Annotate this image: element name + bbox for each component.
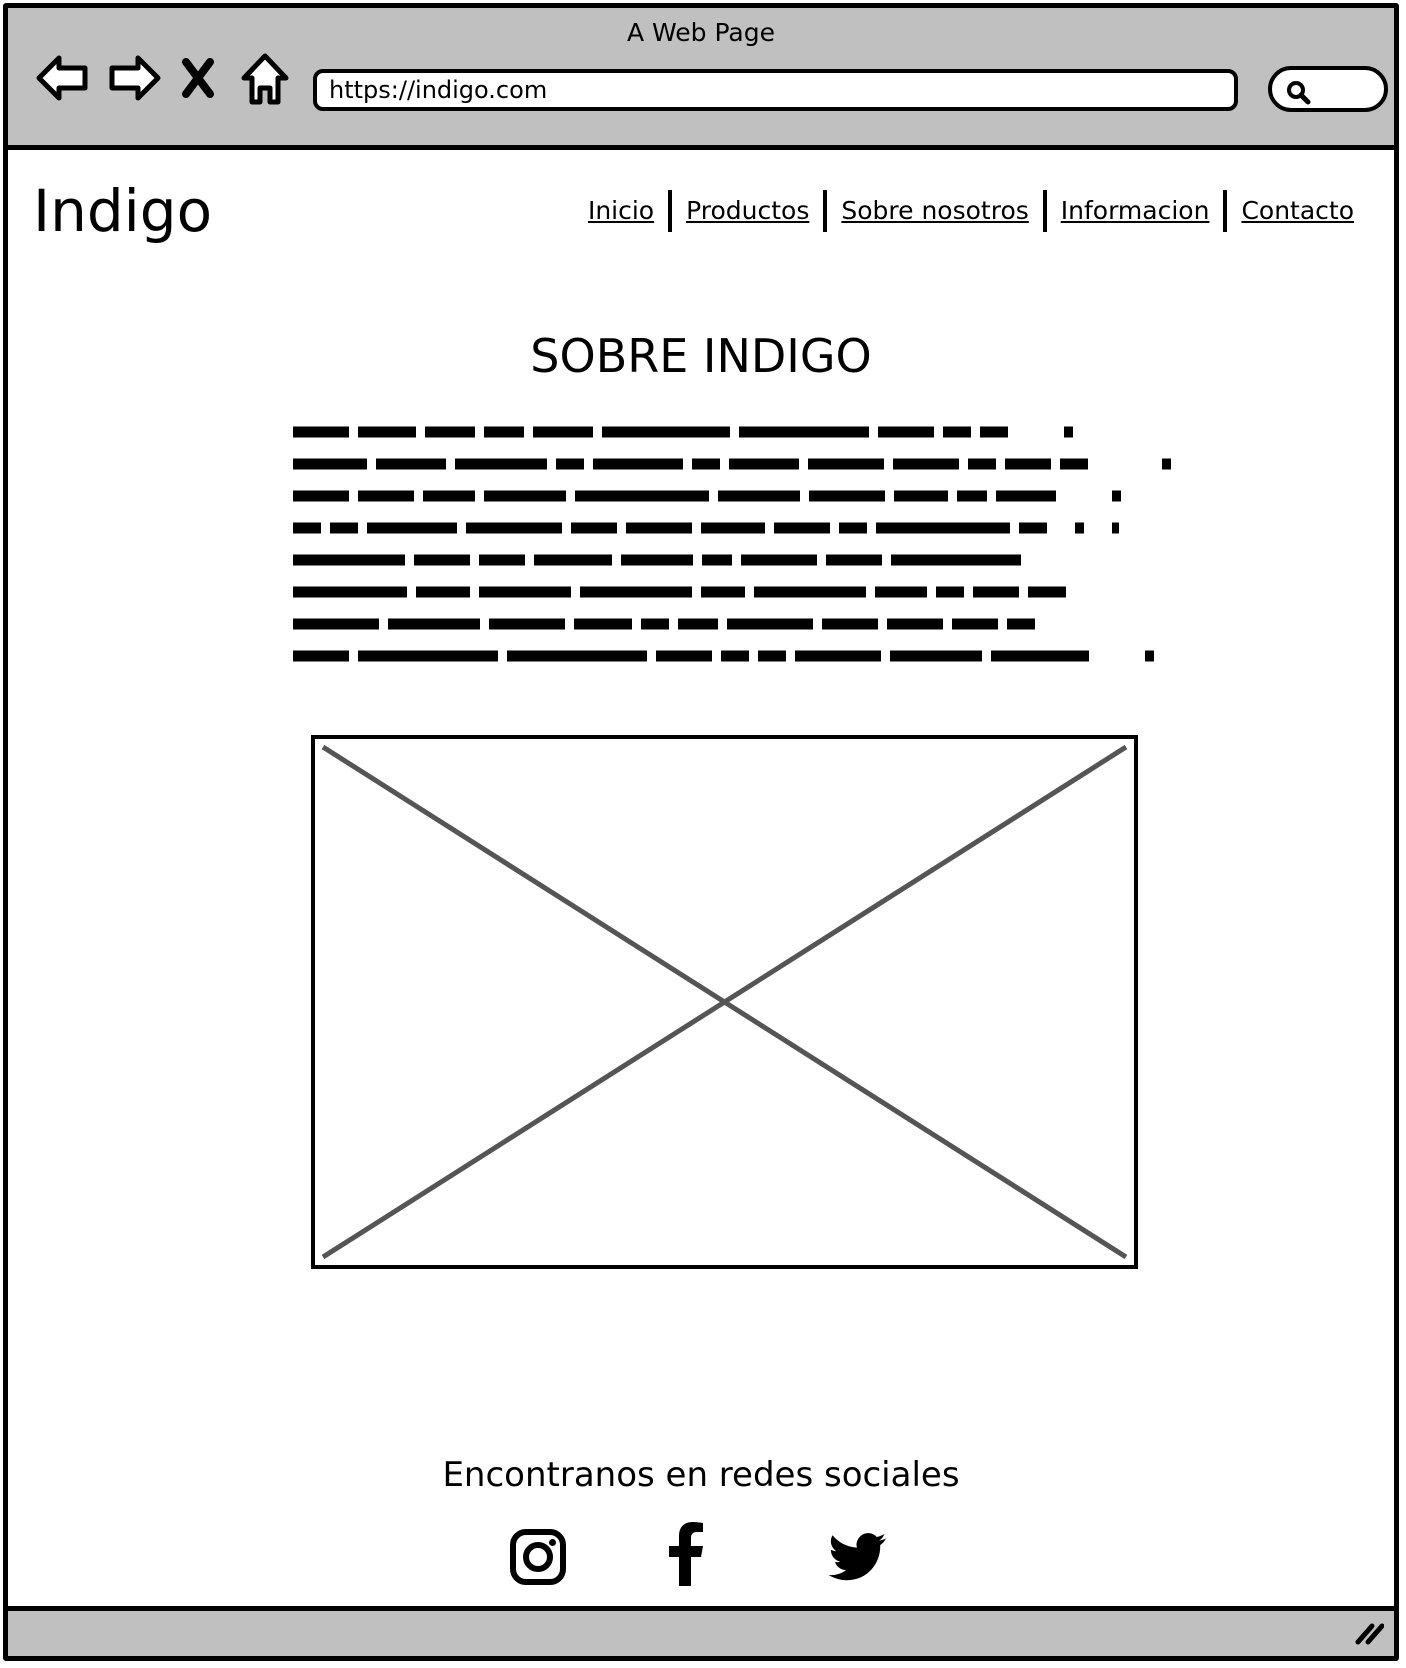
nav-link-contacto[interactable]: Contacto (1241, 196, 1354, 225)
text-line (293, 522, 1119, 534)
nav-link-sobre-nosotros[interactable]: Sobre nosotros (841, 196, 1029, 225)
social-title: Encontranos en redes sociales (442, 1455, 960, 1495)
browser-chrome (8, 8, 1394, 150)
text-line (293, 586, 1145, 598)
text-line (293, 618, 1105, 630)
instagram-icon[interactable] (509, 1528, 567, 1590)
text-line (293, 426, 1123, 438)
search-icon (1286, 80, 1312, 106)
nav-link-informacion[interactable]: Informacion (1060, 196, 1210, 225)
image-placeholder (311, 735, 1138, 1269)
forward-arrow-icon[interactable] (106, 52, 162, 108)
stop-icon[interactable] (180, 58, 216, 102)
placeholder-paragraph (293, 426, 1173, 682)
text-line (293, 650, 1155, 662)
home-icon[interactable] (240, 52, 290, 112)
page-title: SOBRE INDIGO (530, 329, 872, 383)
text-line (293, 554, 1063, 566)
facebook-icon[interactable] (668, 1522, 704, 1590)
main-nav (574, 190, 1368, 232)
browser-window (3, 3, 1399, 1661)
nav-link-productos[interactable]: Productos (686, 196, 810, 225)
status-bar (8, 1606, 1394, 1656)
browser-search-input[interactable] (1268, 66, 1388, 112)
nav-link-inicio[interactable]: Inicio (587, 196, 655, 225)
url-input[interactable]: https://indigo.com (313, 69, 1238, 111)
site-logo[interactable]: Indigo (33, 177, 213, 245)
resize-grip-icon[interactable] (1354, 1620, 1384, 1650)
back-arrow-icon[interactable] (35, 52, 91, 108)
text-line (293, 490, 1167, 502)
text-line (293, 458, 1173, 470)
twitter-icon[interactable] (828, 1532, 886, 1586)
window-title: A Web Page (626, 18, 776, 47)
